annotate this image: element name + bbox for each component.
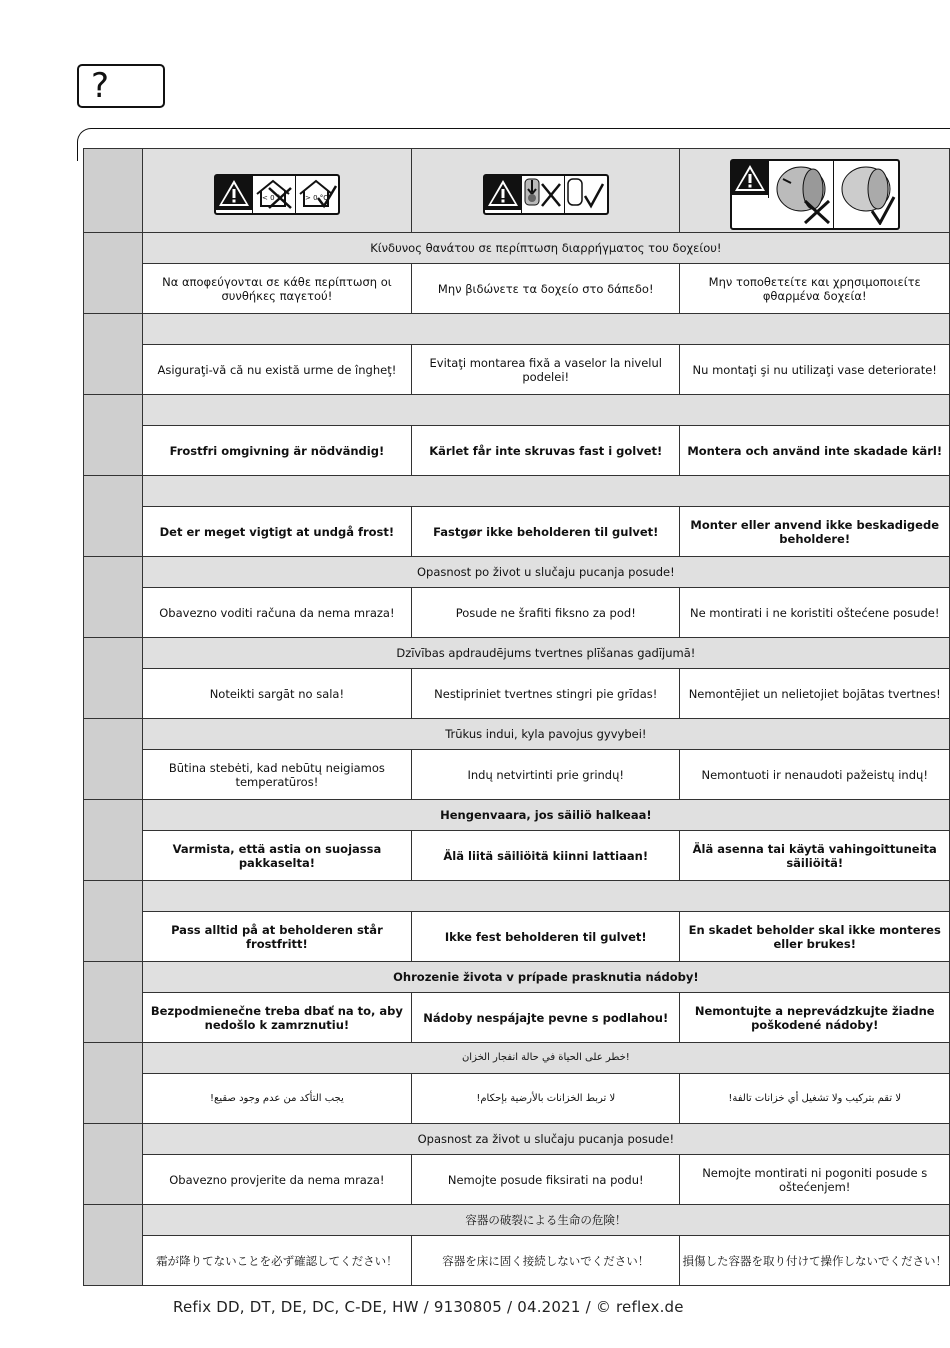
frost-instruction: Varmista, että astia on suojassa pakkaselta! [142,831,411,881]
warning-icon [216,176,253,213]
language-instruction-row [84,993,950,1043]
warning-icon [485,176,522,213]
intact-vessel-check-icon [834,161,898,228]
footer: Refix DD, DT, DE, DC, C-DE, HW / 9130805 / 04.2021 / © reflex.de [173,1298,684,1316]
frost-instruction: Būtina stebėti, kad nebūtų neigiamos temperatūros! [142,750,411,800]
damage-instruction: لا تقم بتركيب ولا تشغيل أي خزانات تالفة! [680,1074,950,1124]
danger-header [142,881,949,912]
danger-header [142,314,949,345]
frost-instruction: Να αποφεύγονται σε κάθε περίπτωση οι συνθήκες παγετού! [142,264,411,314]
side-cell [84,800,143,881]
damage-instruction: 損傷した容器を取り付けて操作しないでください！ [680,1236,950,1286]
danger-header: Dzīvības apdraudējums tvertnes plīšanas gadījumā! [142,638,949,669]
danger-header: Hengenvaara, jos säiliö halkeaa! [142,800,949,831]
damage-instruction: Nemontuoti ir nenaudoti pažeistų indų! [680,750,950,800]
frost-instruction: Asiguraţi-vă că nu există urme de îngheţ! [142,345,411,395]
frost-instruction: Det er meget vigtigt at undgå frost! [142,507,411,557]
floor-instruction: Posude ne šrafiti fiksno za pod! [412,588,680,638]
damage-instruction: Älä asenna tai käytä vahingoittuneita säiliöitä! [680,831,950,881]
damage-instruction: Montera och använd inte skadade kärl! [680,426,950,476]
frost-instruction: Obavezno voditi računa da nema mraza! [142,588,411,638]
language-header-row [84,962,950,993]
floor-instruction: Nestipriniet tvertnes stingri pie grīdas! [412,669,680,719]
side-cell [84,719,143,800]
above-zero-house-check-icon [296,176,338,213]
side-cell [84,638,143,719]
floor-instruction: Nemojte posude fiksirati na podu! [412,1155,680,1205]
side-cell [84,1205,143,1286]
language-instruction-row [84,588,950,638]
side-cell [84,1124,143,1205]
danger-header: Opasnost za život u slučaju pucanja posude! [142,1124,949,1155]
frost-instruction: Bezpodmienečne treba dbať na to, aby nedošlo k zamrznutiu! [142,993,411,1043]
side-cell [84,149,143,233]
language-instruction-row [84,264,950,314]
language-instruction-row [84,831,950,881]
language-header-row [84,233,950,264]
floor-instruction: 容器を床に固く接続しないでください！ [412,1236,680,1286]
damage-instruction: Nemojte montirati ni pogoniti posude s oštećenjem! [680,1155,950,1205]
frost-instruction: Obavezno provjerite da nema mraza! [142,1155,411,1205]
damage-icons [730,159,900,230]
damage-instruction: Nemontujte a neprevádzkujte žiadne poškodené nádoby! [680,993,950,1043]
language-header-row [84,881,950,912]
floor-instruction: Älä liitä säiliöitä kiinni lattiaan! [412,831,680,881]
language-header-row [84,800,950,831]
damaged-vessel-crossed-icon [769,161,834,228]
language-instruction-row [84,1155,950,1205]
language-header-row [84,719,950,750]
damage-instruction: Nemontējiet un nelietojiet bojātas tvertnes! [680,669,950,719]
frost-instruction: Frostfri omgivning är nödvändig! [142,426,411,476]
language-header-row [84,1124,950,1155]
free-standing-check-icon [565,176,607,213]
danger-header: خطر على الحياة في حالة انفجار الخزان! [142,1043,949,1074]
side-cell [84,476,143,557]
question-mark: ? [91,66,110,106]
floor-instruction: Fastgør ikke beholderen til gulvet! [412,507,680,557]
temp-low-label: < 0 °C [261,194,286,202]
icon-cell-frost [142,149,411,233]
below-zero-house-crossed-icon [253,176,296,213]
damage-instruction: Nu montaţi şi nu utilizaţi vase deteriorate! [680,345,950,395]
language-instruction-row [84,426,950,476]
floor-instruction: Μην βιδώνετε τα δοχείο στο δάπεδο! [412,264,680,314]
icon-row [84,149,950,233]
language-header-row [84,314,950,345]
frost-icons [214,174,340,215]
language-header-row [84,1205,950,1236]
side-cell [84,962,143,1043]
icon-cell-floor [412,149,680,233]
language-instruction-row [84,507,950,557]
language-header-row [84,557,950,588]
language-instruction-row [84,345,950,395]
floor-instruction: لا تربط الخزانات بالأرضية بإحكام! [412,1074,680,1124]
language-instruction-row [84,1074,950,1124]
side-cell [84,1043,143,1124]
danger-header: Opasnost po život u slučaju pucanja posude! [142,557,949,588]
floor-mount-crossed-icon [522,176,565,213]
danger-header: Κίνδυνος θανάτου σε περίπτωση διαρρήγματος του δοχείου! [142,233,949,264]
danger-header [142,476,949,507]
damage-instruction: En skadet beholder skal ikke monteres eller brukes! [680,912,950,962]
danger-header: Ohrozenie života v prípade prasknutia nádoby! [142,962,949,993]
icon-cell-damage [680,149,950,233]
frost-instruction: 霜が降りてないことを必ず確認してください！ [142,1236,411,1286]
frost-instruction: يجب التأكد من عدم وجود صقيع! [142,1074,411,1124]
floor-instruction: Nádoby nespájajte pevne s podlahou! [412,993,680,1043]
danger-header: 容器の破裂による生命の危険！ [142,1205,949,1236]
language-instruction-row [84,750,950,800]
help-box [77,64,165,108]
warning-table [83,148,950,1286]
language-instruction-row [84,669,950,719]
side-cell [84,881,143,962]
floor-icons [483,174,609,215]
floor-instruction: Kärlet får inte skruvas fast i golvet! [412,426,680,476]
language-header-row [84,395,950,426]
frost-instruction: Pass alltid på at beholderen står frostfritt! [142,912,411,962]
damage-instruction: Ne montirati i ne koristiti oštećene posude! [680,588,950,638]
language-header-row [84,638,950,669]
side-cell [84,395,143,476]
danger-header [142,395,949,426]
side-cell [84,557,143,638]
side-cell [84,233,143,314]
danger-header: Trūkus indui, kyla pavojus gyvybei! [142,719,949,750]
language-header-row [84,1043,950,1074]
floor-instruction: Ikke fest beholderen til gulvet! [412,912,680,962]
warning-icon [732,161,769,198]
side-cell [84,314,143,395]
language-instruction-row [84,912,950,962]
frost-instruction: Noteikti sargāt no sala! [142,669,411,719]
floor-instruction: Evitaţi montarea fixă a vaselor la nivelul podelei! [412,345,680,395]
damage-instruction: Monter eller anvend ikke beskadigede beholdere! [680,507,950,557]
language-instruction-row [84,1236,950,1286]
damage-instruction: Μην τοποθετείτε και χρησιμοποιείτε φθαρμένα δοχεία! [680,264,950,314]
floor-instruction: Indų netvirtinti prie grindų! [412,750,680,800]
language-header-row [84,476,950,507]
temp-high-label: > 0 °C [304,194,329,202]
